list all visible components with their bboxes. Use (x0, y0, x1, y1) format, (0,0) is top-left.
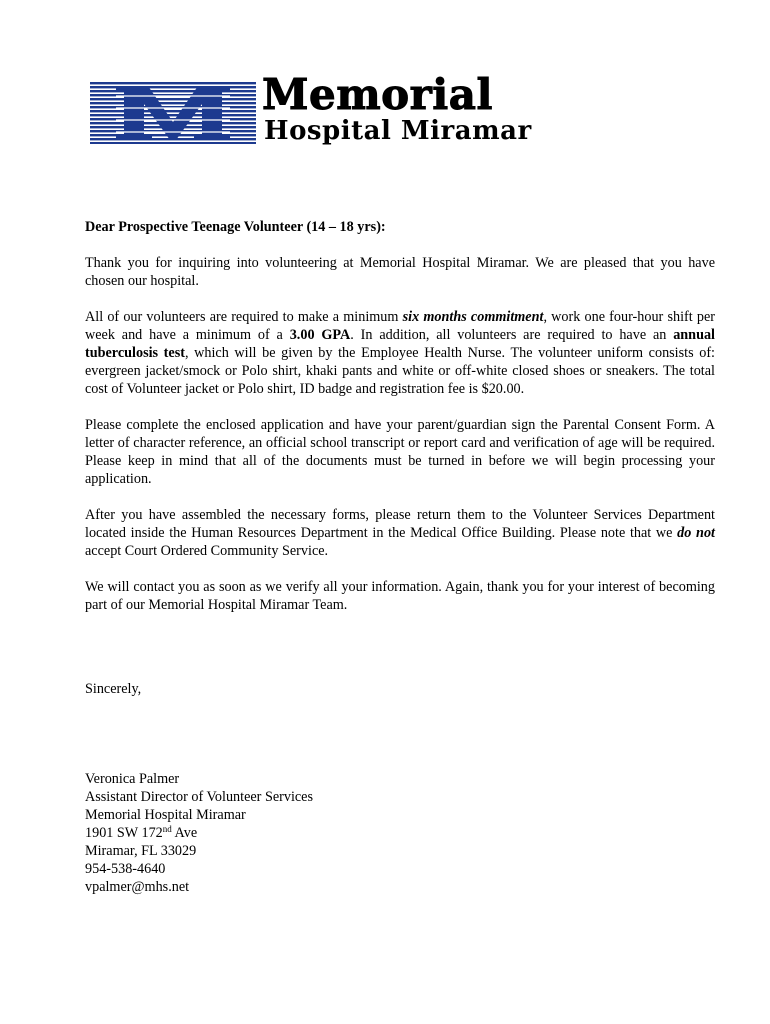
street-suffix: Ave (171, 825, 198, 841)
street-ordinal: nd (162, 824, 172, 834)
signature-block (85, 770, 313, 896)
annual-tuberculosis-test: annual tuberculosis test (85, 327, 716, 361)
signer-city: Miramar, FL 33029 (85, 843, 197, 859)
paragraph-contact: We will contact you as soon as we verify all your information. Again, thank you for your interest of becoming part of our Memorial Hospital Miramar Team. (85, 579, 715, 613)
signer-name: Veronica Palmer (85, 771, 180, 787)
do-not-emphasis: do not (677, 525, 715, 541)
logo-text-hospital-miramar: Hospital Miramar (264, 116, 532, 146)
requirements-text-e: . In addition, all volunteers are required to have an (350, 327, 674, 343)
paragraph-application: Please complete the enclosed application and have your parent/guardian sign the Parental Consent Form. A letter of character reference, an official school transcript or report card and verification of age will be required. Please keep in mind that all of the documents must be turned in before we will begin processing your application. (85, 417, 715, 487)
requirements-text-c: , work one four-hour shift per week and have a minimum of a (85, 309, 715, 343)
signer-email[interactable]: vpalmer@mhs.net (85, 879, 190, 895)
signer-street (85, 824, 313, 842)
memorial-m-logo-mark (90, 82, 256, 144)
signer-title: Assistant Director of Volunteer Services (85, 789, 314, 805)
six-months-commitment: six months commitment (402, 309, 544, 325)
signer-phone: 954-538-4640 (85, 861, 166, 877)
salutation: Dear Prospective Teenage Volunteer (14 – 18 yrs): (85, 219, 386, 235)
signer-organization: Memorial Hospital Miramar (85, 807, 246, 823)
gpa-requirement: 3.00 GPA (289, 327, 351, 343)
requirements-text-a: All of our volunteers are required to make a minimum (85, 309, 403, 325)
street-prefix: 1901 SW 172 (85, 825, 163, 841)
paragraph-requirements (85, 308, 715, 398)
paragraph-return-forms (85, 506, 715, 560)
return-forms-text-a: After you have assembled the necessary forms, please return them to the Volunteer Services Department located inside the Human Resources Department in the Medical Office Building. Please note that we (85, 507, 715, 541)
requirements-text-g: , which will be given by the Employee Health Nurse. The volunteer uniform consists of: evergreen jacket/smock or Polo shirt, khaki pants and white or off-white closed shoes or sneakers. The total cost of Volunteer jacket or Polo shirt, ID badge and registration fee is $20.00. (85, 345, 715, 397)
closing: Sincerely, (85, 681, 142, 697)
logo-text-memorial: Memorial (262, 70, 493, 119)
paragraph-thank-you: Thank you for inquiring into volunteering at Memorial Hospital Miramar. We are pleased that you have chosen our hospital. (85, 255, 715, 289)
return-forms-text-c: accept Court Ordered Community Service. (85, 543, 329, 559)
hospital-logo (90, 70, 600, 150)
letter-body (85, 218, 715, 632)
